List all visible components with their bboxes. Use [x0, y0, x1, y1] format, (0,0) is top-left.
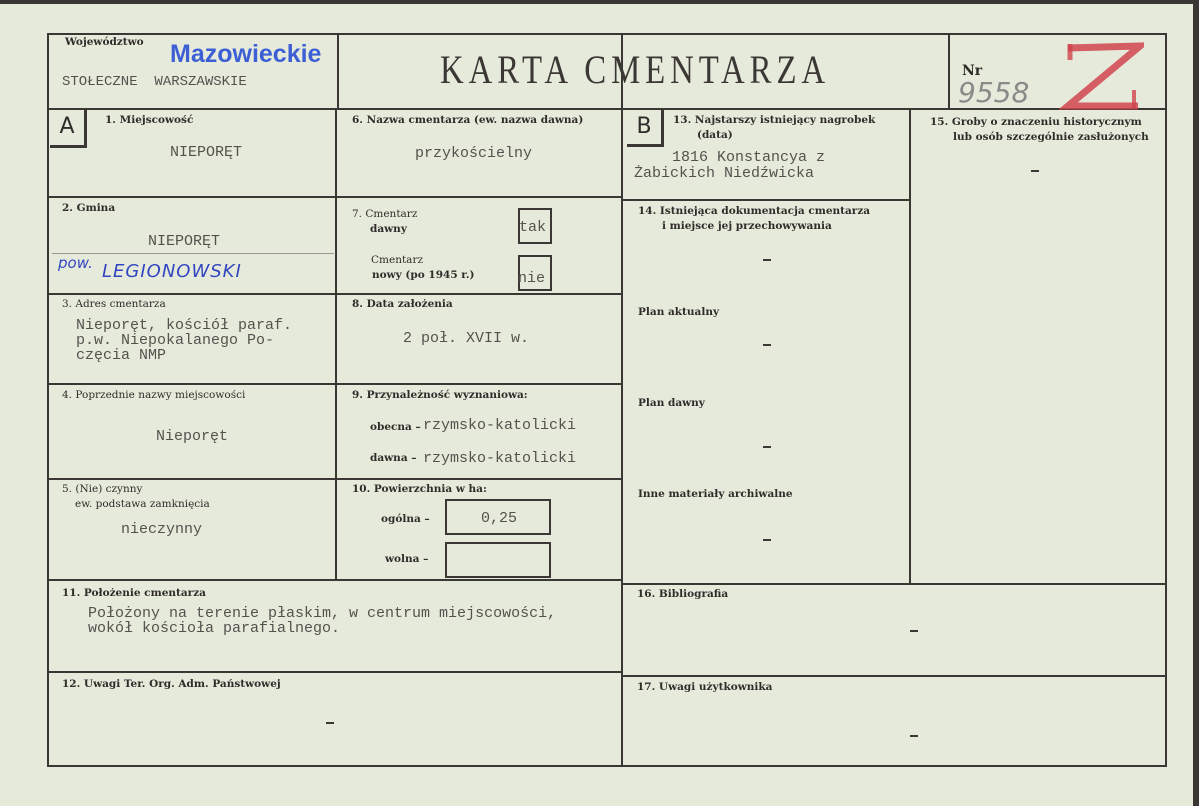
- field-11-line: wokół kościoła parafialnego.: [88, 620, 341, 637]
- field-5-value: nieczynny: [121, 521, 203, 538]
- field-3-line: Nieporęt, kościół paraf.: [76, 317, 293, 334]
- field-4-label: 4. Poprzednie nazwy miejscowości: [62, 389, 246, 401]
- section-a-marker: A: [50, 110, 87, 148]
- divider: [48, 579, 622, 581]
- plan-dawny-empty-dash: [763, 446, 771, 448]
- field-15-empty-dash: [1031, 170, 1039, 172]
- field-8-value: 2 poł. XVII w.: [403, 330, 530, 347]
- field-14-empty-dash: [763, 259, 771, 261]
- card-right-edge: [1193, 0, 1199, 806]
- divider: [622, 199, 910, 201]
- field-13-line: 1816 Konstancya z: [672, 149, 826, 166]
- field-6-value: przykościelny: [415, 145, 533, 162]
- field-14-label: 14. Istniejąca dokumentacja cmentarza: [638, 205, 871, 217]
- field-10-ogolna-label: ogólna –: [381, 513, 430, 525]
- field-10-wolna-box: [445, 542, 551, 578]
- field-7-label-sub: dawny: [370, 223, 407, 235]
- wojewodztwo-label: Województwo: [65, 36, 144, 48]
- field-5-label: 5. (Nie) czynny: [62, 483, 143, 495]
- field-3-line: częcia NMP: [76, 347, 167, 364]
- field-2-label: 2. Gmina: [62, 202, 116, 214]
- field-12-label: 12. Uwagi Ter. Org. Adm. Państwowej: [62, 678, 281, 690]
- field-1-label: 1. Miejscowość: [105, 114, 194, 126]
- field-10-label: 10. Powierzchnia w ha:: [352, 483, 487, 495]
- nr-label: Nr: [962, 63, 983, 79]
- field-5-label-sub: ew. podstawa zamknięcia: [75, 498, 210, 510]
- divider: [337, 34, 339, 110]
- section-b-marker: B: [627, 110, 664, 147]
- divider: [622, 583, 1166, 585]
- field-13-label-sub: (data): [697, 129, 733, 141]
- field-4-value: Nieporęt: [156, 428, 229, 445]
- wojewodztwo-value: STOŁECZNE WARSZAWSKIE: [62, 74, 247, 90]
- page-title: KARTA CMENTARZA: [440, 47, 831, 92]
- field-2-value: NIEPORĘT: [148, 233, 221, 250]
- divider: [335, 109, 337, 579]
- field-7-dawny-value: tak: [519, 219, 547, 236]
- field-9-obecna-value: rzymsko-katolicki: [423, 417, 577, 434]
- field-13-label: 13. Najstarszy istniejący nagrobek: [673, 114, 876, 126]
- card-top-edge: [0, 0, 1199, 4]
- field-8-label: 8. Data założenia: [352, 298, 453, 310]
- field-11-label: 11. Położenie cmentarza: [62, 587, 206, 599]
- field-7b-label: Cmentarz: [371, 254, 423, 266]
- field-17-empty-dash: [910, 735, 918, 737]
- divider: [48, 196, 622, 198]
- divider: [48, 293, 622, 295]
- underline: [52, 253, 334, 254]
- divider: [48, 671, 622, 673]
- field-7-label: 7. Cmentarz: [352, 208, 418, 220]
- plan-dawny-label: Plan dawny: [638, 397, 705, 409]
- field-3-label: 3. Adres cmentarza: [62, 298, 166, 310]
- field-14-label-sub: i miejsce jej przechowywania: [662, 220, 832, 232]
- field-15-label: 15. Groby o znaczeniu historycznym: [930, 116, 1142, 128]
- field-17-label: 17. Uwagi użytkownika: [637, 681, 773, 693]
- field-6-label: 6. Nazwa cmentarza (ew. nazwa dawna): [352, 114, 584, 126]
- field-11-line: Położony na terenie płaskim, w centrum miejscowości,: [88, 605, 557, 622]
- inne-materialy-empty-dash: [763, 539, 771, 541]
- divider: [48, 383, 622, 385]
- field-16-label: 16. Bibliografia: [637, 588, 729, 600]
- field-9-obecna-label: obecna –: [370, 421, 421, 433]
- plan-aktualny-empty-dash: [763, 344, 771, 346]
- plan-aktualny-label: Plan aktualny: [638, 306, 720, 318]
- divider: [909, 109, 911, 584]
- field-3-line: p.w. Niepokalanego Po-: [76, 332, 275, 349]
- card-number: 9558: [958, 76, 1030, 109]
- field-10-wolna-label: wolna –: [385, 553, 429, 565]
- field-16-empty-dash: [910, 630, 918, 632]
- field-7b-label-sub: nowy (po 1945 r.): [372, 269, 475, 281]
- divider: [48, 478, 622, 480]
- field-9-dawna-label: dawna –: [370, 452, 417, 464]
- divider: [622, 675, 1166, 677]
- red-z-mark: [1058, 40, 1144, 112]
- field-2-handwritten-prefix: pow.: [58, 254, 93, 272]
- field-10-ogolna-value: 0,25: [481, 510, 518, 527]
- field-9-label: 9. Przynależność wyznaniowa:: [352, 389, 528, 401]
- field-12-empty-dash: [326, 722, 334, 724]
- field-9-dawna-value: rzymsko-katolicki: [423, 450, 577, 467]
- field-7-nowy-value: nie: [518, 270, 546, 287]
- field-2-handwritten-value: LEGIONOWSKI: [102, 261, 242, 282]
- divider: [948, 34, 950, 110]
- wojewodztwo-stamp: Mazowieckie: [170, 40, 322, 68]
- field-1-value: NIEPORĘT: [170, 144, 243, 161]
- field-13-line: Żabickich Niedźwicka: [634, 165, 815, 182]
- field-15-label-sub: lub osób szczególnie zasłużonych: [953, 131, 1149, 143]
- inne-materialy-label: Inne materiały archiwalne: [638, 488, 793, 500]
